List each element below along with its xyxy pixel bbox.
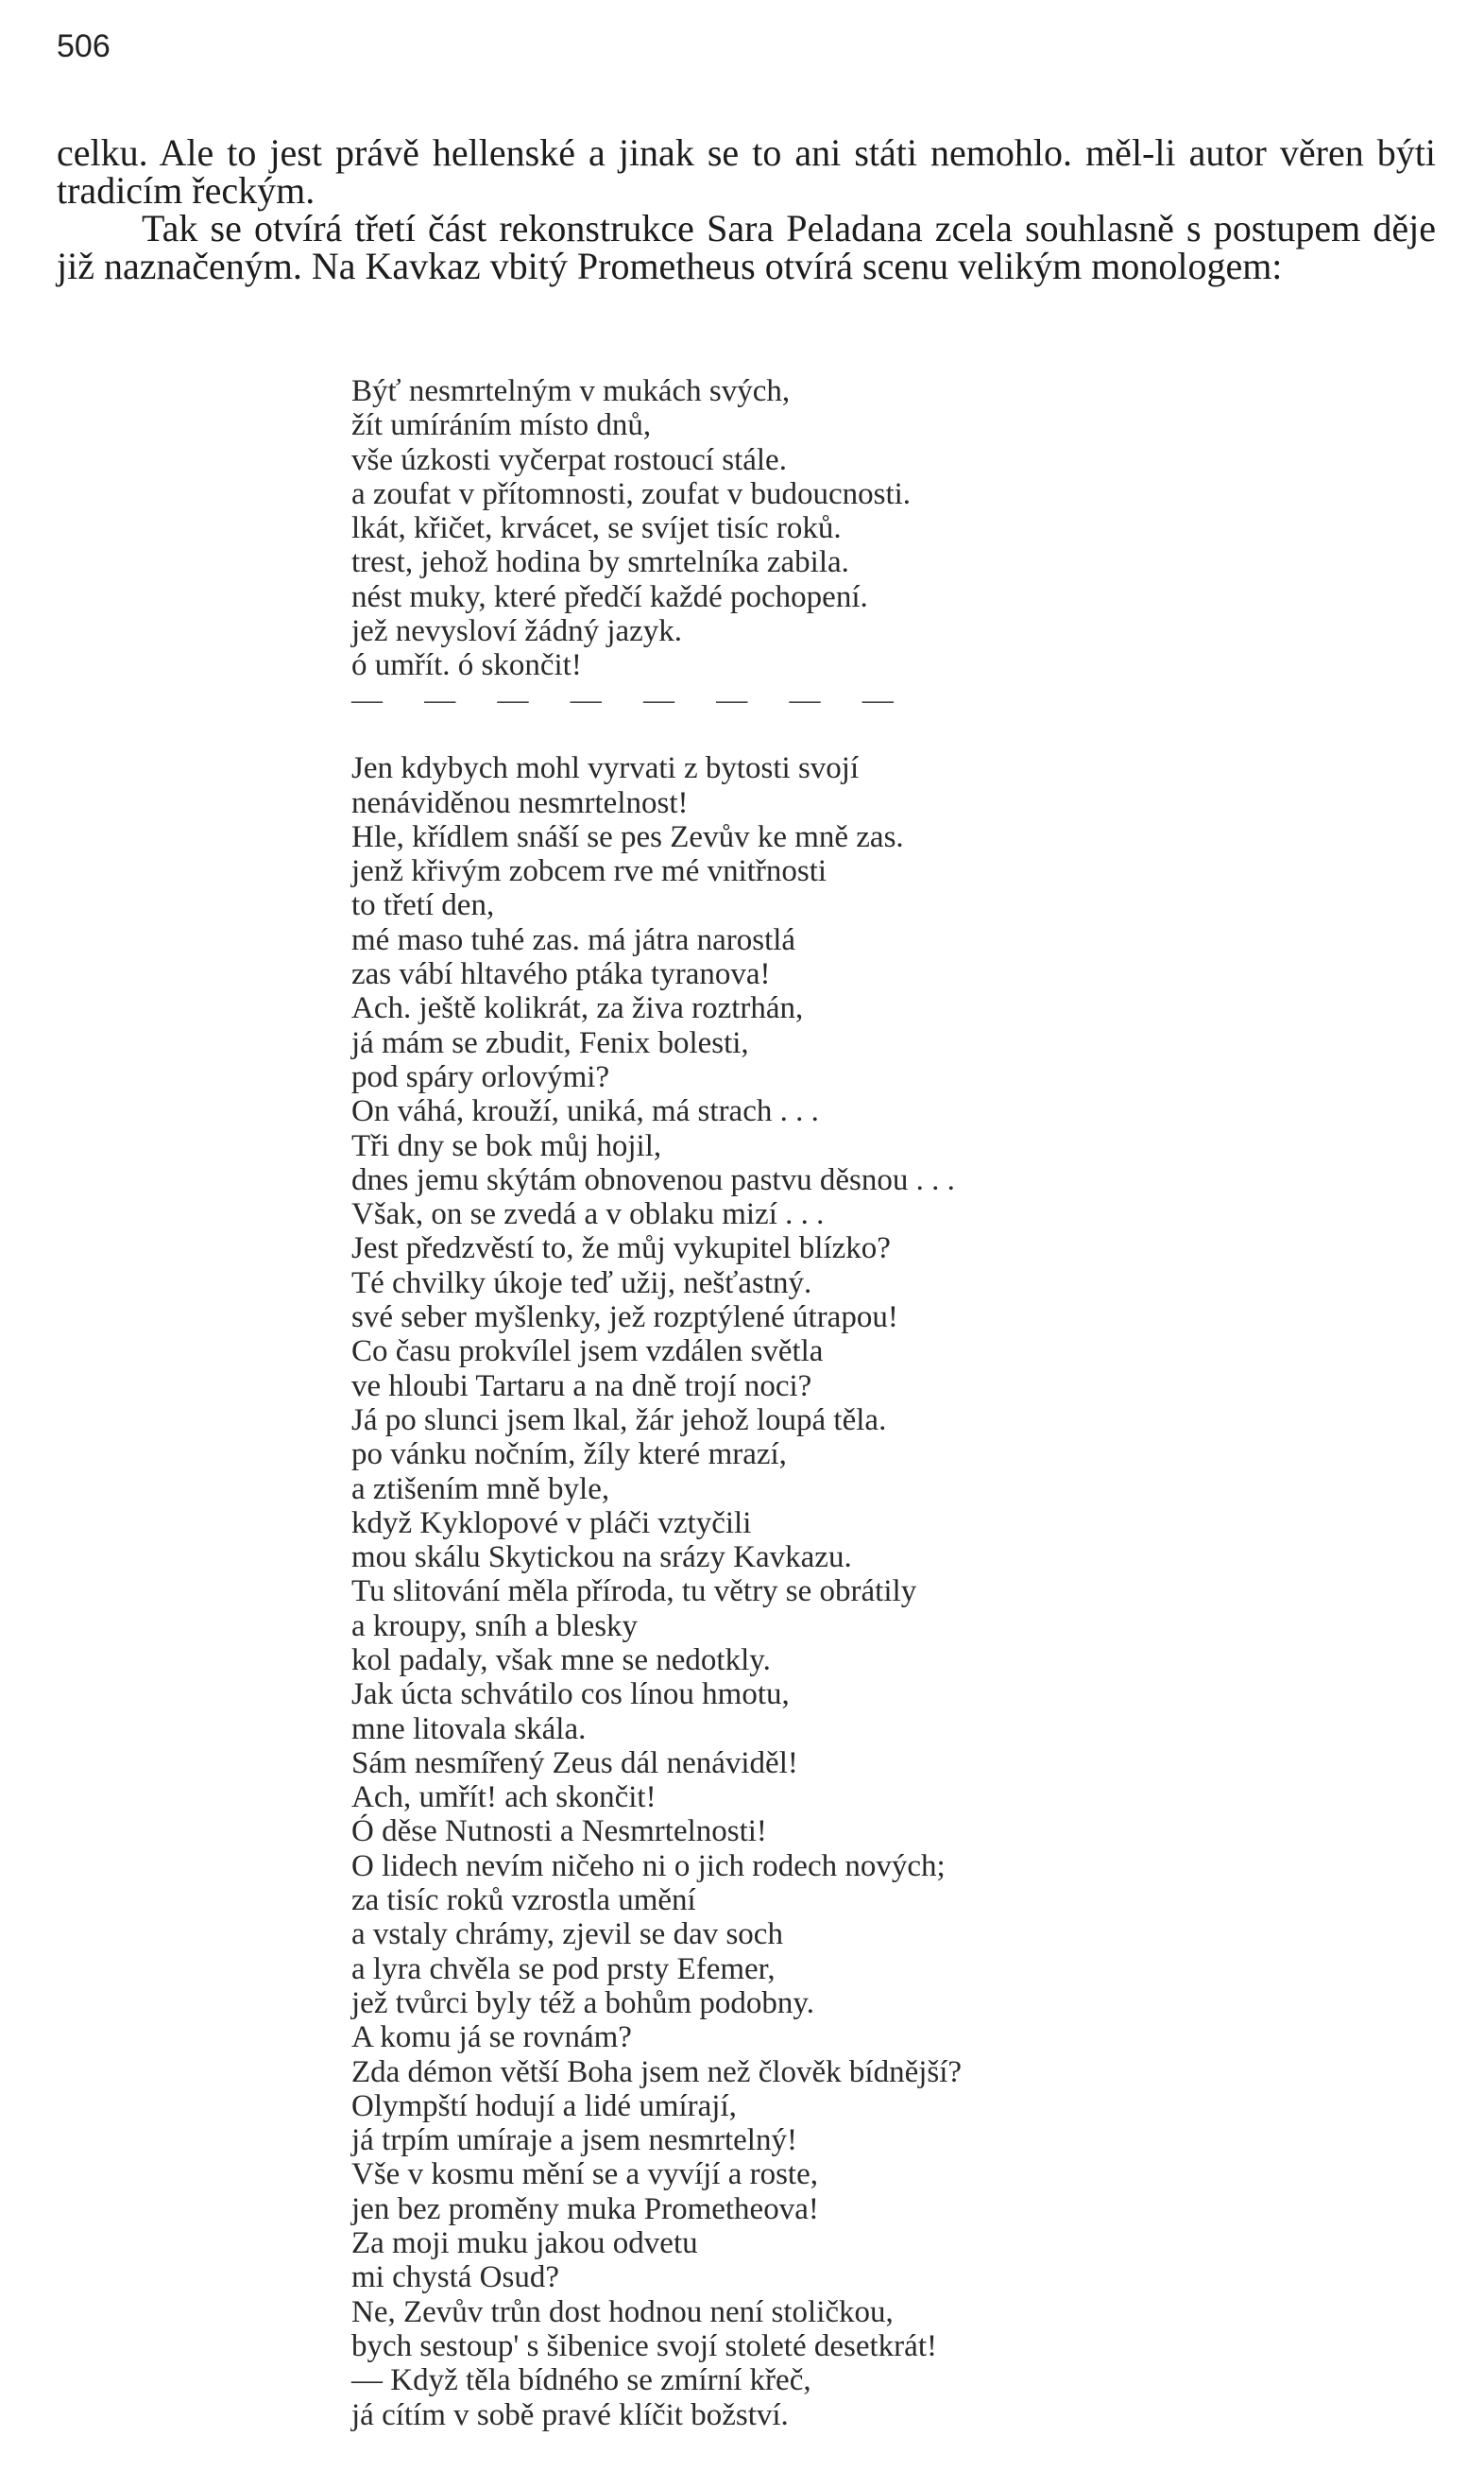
poem-line: Však, on se zvedá a v oblaku mizí . . . bbox=[351, 1197, 825, 1232]
poem-line: to třetí den, bbox=[351, 888, 495, 923]
poem-line: Jest předzvěstí to, že můj vykupitel blízko? bbox=[351, 1231, 891, 1266]
poem-line: Ó děse Nutnosti a Nesmrtelnosti! bbox=[351, 1814, 767, 1849]
poem-line: své seber myšlenky, jež rozptýlené útrapou! bbox=[351, 1300, 898, 1335]
poem-line: kol padaly, však mne se nedotkly. bbox=[351, 1642, 771, 1677]
poem-line: Ach, umřít! ach skončit! bbox=[351, 1780, 657, 1815]
poem-line: Býť nesmrtelným v mukách svých, bbox=[351, 374, 791, 408]
poem-line: mou skálu Skytickou na srázy Kavkazu. bbox=[351, 1540, 852, 1575]
poem-line: trest, jehož hodina by smrtelníka zabila. bbox=[351, 545, 849, 580]
poem-line: Olympští hodují a lidé umírají, bbox=[351, 2088, 737, 2123]
poem-line: mne litovala skála. bbox=[351, 1711, 587, 1746]
prose-paragraph: Tak se otvírá třetí část rekonstrukce Sara Peladana zcela souhlasně s postupem děje již naznačeným. Na Kavkaz vbitý Prometheus otvírá scenu velikým monologem: bbox=[57, 207, 1436, 287]
poem-line: mi chystá Osud? bbox=[351, 2260, 559, 2295]
poem-line: jen bez proměny muka Prometheova! bbox=[351, 2191, 819, 2226]
poem-line: Ne, Zevův trůn dost hodnou není stoličkou, bbox=[351, 2294, 894, 2329]
page-number: 506 bbox=[57, 28, 111, 64]
poem-line: a vstaly chrámy, zjevil se dav soch bbox=[351, 1917, 783, 1952]
poem-line: mé maso tuhé zas. má játra narostlá bbox=[351, 922, 796, 957]
poem-line: a lyra chvěla se pod prsty Efemer, bbox=[351, 1951, 776, 1986]
poem-line: O lidech nevím ničeho ni o jich rodech nových; bbox=[351, 1848, 946, 1883]
poem-line: já trpím umíraje a jsem nesmrtelný! bbox=[351, 2123, 797, 2158]
poem-line: Já po slunci jsem lkal, žár jehož loupá těla. bbox=[351, 1402, 887, 1437]
poem-line: Ach. ještě kolikrát, za živa roztrhán, bbox=[351, 991, 804, 1026]
poem-line: vše úzkosti vyčerpat rostoucí stále. bbox=[351, 442, 787, 477]
poem-line: Sám nesmířený Zeus dál nenáviděl! bbox=[351, 1745, 798, 1780]
poem-line: já mám se zbudit, Fenix bolesti, bbox=[351, 1025, 749, 1060]
poem-line: Té chvilky úkoje teď užij, nešťastný. bbox=[351, 1265, 812, 1300]
poem-line: Vše v kosmu mění se a vyvíjí a roste, bbox=[351, 2157, 819, 2192]
poem-line: — Když těla bídného se zmírní křeč, bbox=[351, 2363, 811, 2398]
stanza-divider: — — — — — — — — bbox=[351, 682, 911, 717]
poem-line: když Kyklopové v pláči vztyčili bbox=[351, 1505, 752, 1540]
poem-line: a ztišením mně byle, bbox=[351, 1471, 610, 1506]
poem-line: Zda démon větší Boha jsem než člověk bídnější? bbox=[351, 2054, 963, 2089]
poem-line: a zoufat v přítomnosti, zoufat v budoucnosti. bbox=[351, 476, 912, 511]
poem-stanza-1 bbox=[351, 374, 1438, 683]
poem-line: bych sestoup' s šibenice svojí stoleté desetkrát! bbox=[351, 2328, 937, 2363]
poem-line: po vánku nočním, žíly které mrazí, bbox=[351, 1437, 787, 1472]
poem-line: Tu slitování měla příroda, tu větry se obrátily bbox=[351, 1574, 917, 1609]
poem-line: jenž křivým zobcem rve mé vnitřnosti bbox=[351, 854, 827, 889]
poem-line: nenáviděnou nesmrtelnost! bbox=[351, 785, 689, 820]
poem-line: nést muky, které předčí každé pochopení. bbox=[351, 579, 868, 614]
poem-line: Co času prokvílel jsem vzdálen světla bbox=[351, 1334, 824, 1369]
poem-line: za tisíc roků vzrostla umění bbox=[351, 1883, 696, 1918]
prose-body bbox=[57, 131, 1436, 287]
poem-line: zas vábí hltavého ptáka tyranova! bbox=[351, 957, 771, 992]
poem-line: ó umřít. ó skončit! bbox=[351, 648, 582, 683]
poem-monologue bbox=[351, 374, 1438, 2432]
poem-line: Tři dny se bok můj hojil, bbox=[351, 1128, 662, 1163]
poem-line: pod spáry orlovými? bbox=[351, 1059, 610, 1094]
poem-line: jež nevysloví žádný jazyk. bbox=[351, 614, 683, 649]
poem-line: a kroupy, sníh a blesky bbox=[351, 1608, 639, 1643]
poem-line: Jen kdybych mohl vyrvati z bytosti svojí bbox=[351, 751, 860, 786]
poem-line: jež tvůrci byly též a bohům podobny. bbox=[351, 1985, 814, 2020]
poem-line: ve hloubi Tartaru a na dně trojí noci? bbox=[351, 1368, 812, 1403]
poem-line: Jak úcta schvátilo cos línou hmotu, bbox=[351, 1677, 790, 1712]
poem-line: žít umíráním místo dnů, bbox=[351, 408, 652, 443]
poem-line: já cítím v sobě pravé klíčit božství. bbox=[351, 2397, 789, 2432]
poem-line: On váhá, krouží, uniká, má strach . . . bbox=[351, 1094, 819, 1129]
poem-line: Za moji muku jakou odvetu bbox=[351, 2226, 698, 2261]
poem-line: dnes jemu skýtám obnovenou pastvu děsnou . . . bbox=[351, 1162, 955, 1197]
poem-line: A komu já se rovnám? bbox=[351, 2020, 632, 2055]
poem-stanza-2 bbox=[351, 751, 1438, 2432]
poem-line: lkát, křičet, krvácet, se svíjet tisíc roků. bbox=[351, 511, 842, 546]
poem-line: Hle, křídlem snáší se pes Zevův ke mně zas. bbox=[351, 819, 904, 854]
prose-paragraph: celku. Ale to jest právě hellenské a jinak se to ani státi nemohlo. měl-li autor věren býti tradicím řeckým. bbox=[57, 131, 1436, 212]
